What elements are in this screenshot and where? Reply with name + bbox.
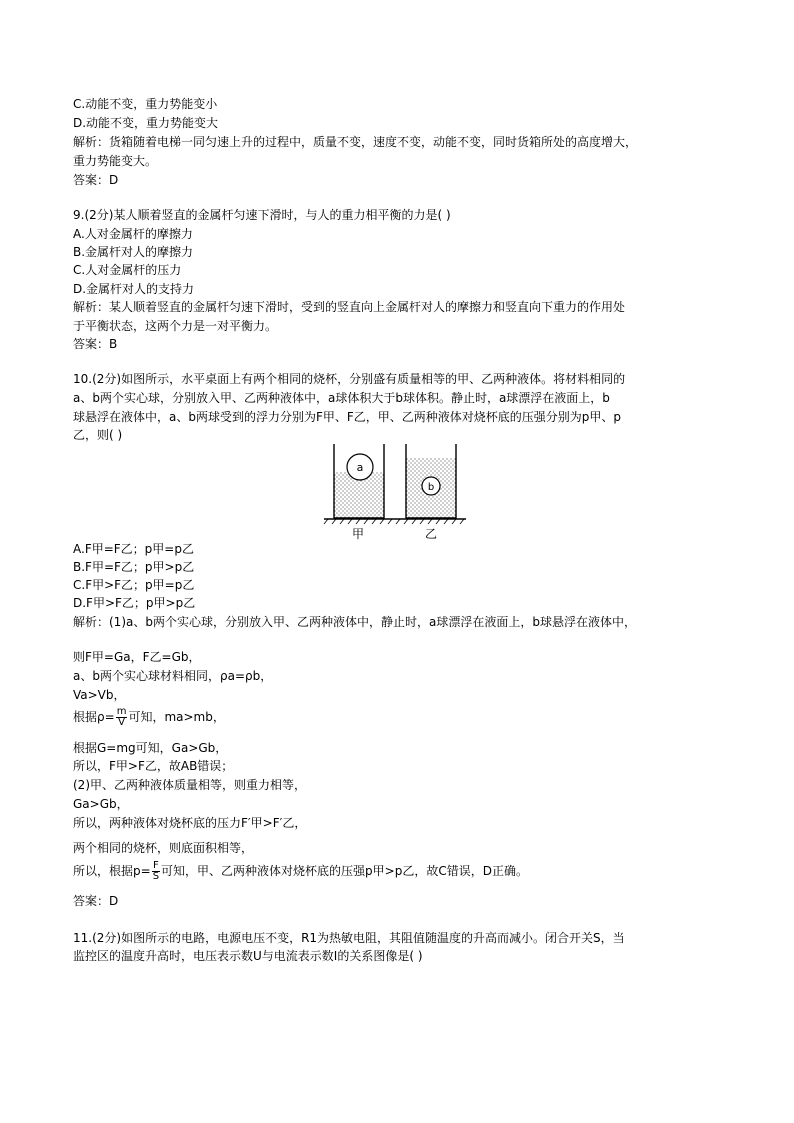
q10-analysis-line11: 两个相同的烧杯，则底面积相等，	[73, 841, 254, 855]
density-formula-prefix: 根据ρ=	[73, 710, 115, 724]
q10-analysis-line7: 所以，F甲>F乙，故AB错误；	[73, 759, 234, 773]
density-formula-suffix: 可知，ma>mb，	[128, 710, 225, 724]
pressure-force-prefix: 所以，两种液体对烧杯底的压力	[73, 816, 242, 830]
q10-analysis-line9: Ga>Gb，	[73, 797, 129, 811]
q10-stem-line4: 乙，则( )	[73, 428, 123, 442]
ball-a-label: a	[356, 461, 364, 474]
q10-analysis-line10	[73, 814, 306, 832]
beakers-figure	[320, 436, 470, 544]
q11-stem-line2: 监控区的温度升高时，电压表示数U与电流表示数I的关系图像是( )	[73, 949, 423, 963]
q10-analysis-line12	[73, 861, 528, 882]
q10-option-c: C.F甲>F乙；p甲=p乙	[73, 578, 195, 592]
q9-stem: 9.(2分)某人顺着竖直的金属杆匀速下滑时，与人的重力相平衡的力是( )	[73, 208, 451, 222]
q10-option-d: D.F甲>F乙；p甲>p乙	[73, 596, 196, 610]
table-hatching	[324, 519, 464, 524]
q10-answer: 答案：D	[73, 894, 119, 908]
q10-option-b: B.F甲=F乙；p甲>p乙	[73, 560, 195, 574]
label-jia: 甲	[351, 527, 365, 541]
density-fraction	[116, 707, 128, 728]
option-c-prev: C.动能不变，重力势能变小	[73, 97, 218, 111]
q10-analysis-line5	[73, 707, 225, 728]
q10-analysis-line1: 解析：(1)a、b两个实心球，分别放入甲、乙两种液体中，静止时，a球漂浮在液面上，b球悬浮在液体中，	[73, 615, 636, 629]
q10-option-a: A.F甲=F乙；p甲=p乙	[73, 542, 194, 556]
q9-analysis-line1: 解析：某人顺着竖直的金属杆匀速下滑时，受到的竖直向上金属杆对人的摩擦力和竖直向下重力的作用处	[73, 300, 626, 314]
analysis-prev-line1: 解析：货箱随着电梯一同匀速上升的过程中，质量不变，速度不变，动能不变，同时货箱所处的高度增大，	[73, 135, 638, 149]
pressure-formula-suffix: 可知，甲、乙两种液体对烧杯底的压强p甲>p乙，故C错误，D正确。	[161, 864, 528, 878]
force-compare: >	[262, 816, 273, 830]
q10-analysis-line2: 则F甲=Ga，F乙=Gb，	[73, 650, 201, 664]
density-numerator: m	[116, 706, 127, 717]
q9-answer: 答案：B	[73, 337, 118, 351]
force-yi: F′乙	[272, 816, 295, 830]
q10-analysis-line8: (2)甲、乙两种液体质量相等，则重力相等，	[73, 778, 306, 792]
q10-analysis-line6: 根据G=mg可知，Ga>Gb，	[73, 741, 228, 755]
q10-stem-line1: 10.(2分)如图所示，水平桌面上有两个相同的烧杯，分别盛有质量相等的甲、乙两种液体。将材料相同的	[73, 372, 626, 386]
label-yi: 乙	[424, 527, 438, 541]
pressure-force-suffix: ，	[294, 816, 307, 830]
pressure-denominator: S	[152, 871, 160, 882]
option-d-prev: D.动能不变，重力势能变大	[73, 116, 219, 130]
q10-stem-line2: a、b两个实心球，分别放入甲、乙两种液体中，a球体积大于b球体积。静止时，a球漂浮在液面上，b	[73, 391, 610, 405]
q10-stem-line3: 球悬浮在液体中，a、b两球受到的浮力分别为F甲、F乙，甲、乙两种液体对烧杯底的压强分别为p甲、p	[73, 410, 622, 424]
density-denominator: V	[118, 717, 125, 728]
pressure-formula-prefix: 所以，根据p=	[73, 864, 151, 878]
q10-analysis-line3: a、b两个实心球材料相同，ρa=ρb，	[73, 669, 273, 683]
q9-option-c: C.人对金属杆的压力	[73, 263, 182, 277]
answer-prev: 答案：D	[73, 173, 119, 187]
q10-analysis-line4: Va>Vb，	[73, 688, 126, 702]
analysis-prev-line2: 重力势能变大。	[73, 154, 158, 168]
ball-b-label: b	[427, 482, 435, 493]
q11-stem-line1: 11.(2分)如图所示的电路，电源电压不变，R1为热敏电阻，其阻值随温度的升高而减小。闭合开关S，当	[73, 931, 625, 945]
pressure-fraction	[152, 861, 160, 882]
beakers-diagram	[320, 436, 470, 544]
q9-option-b: B.金属杆对人的摩擦力	[73, 245, 194, 259]
q9-option-a: A.人对金属杆的摩擦力	[73, 227, 193, 241]
q9-analysis-line2: 于平衡状态，这两个力是一对平衡力。	[73, 319, 278, 333]
q9-option-d: D.金属杆对人的支持力	[73, 282, 195, 296]
pressure-numerator: F	[152, 860, 159, 871]
force-jia: F′甲	[241, 816, 263, 830]
